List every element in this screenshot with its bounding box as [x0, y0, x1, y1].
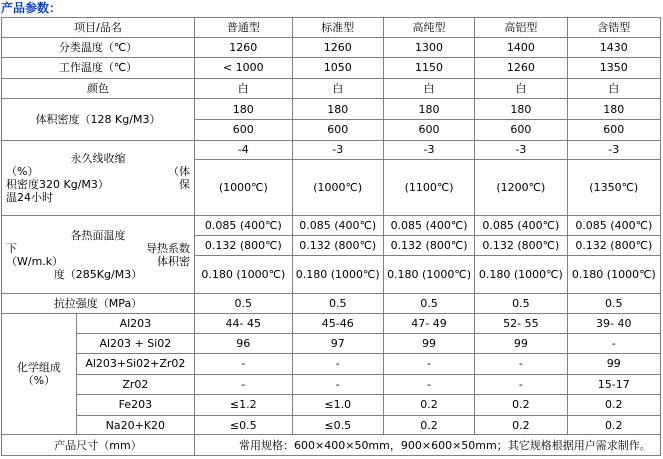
cell: 0.5 — [383, 294, 474, 314]
cell: - — [567, 334, 660, 354]
label-line — [6, 152, 190, 165]
cell: (1000℃) — [292, 160, 383, 216]
cell: 白 — [195, 78, 293, 99]
thermal-label — [2, 215, 195, 293]
row-label: 抗拉强度（MPa） — [2, 294, 195, 314]
table-row — [2, 58, 661, 79]
cell: 45-46 — [292, 313, 383, 334]
cell: 0.180 (1000℃) — [567, 256, 660, 294]
col-header: 高铝型 — [475, 18, 567, 38]
cell: 0.5 — [195, 294, 293, 314]
cell: 99 — [567, 353, 660, 374]
label-text: 度（285Kg/M3） — [53, 267, 143, 281]
table-row — [2, 374, 661, 395]
cell: - — [475, 374, 567, 395]
chem-name: Al203+Si02+Zr02 — [76, 353, 194, 374]
cell: 0.2 — [567, 395, 660, 416]
table-row — [2, 78, 661, 99]
cell: ≤1.0 — [292, 395, 383, 416]
label-line — [6, 242, 190, 255]
label-line — [6, 229, 190, 242]
cell: 1400 — [475, 37, 567, 58]
cell: 97 — [292, 334, 383, 354]
cell: 1260 — [475, 58, 567, 79]
cell: < 1000 — [195, 58, 293, 79]
cell: 96 — [195, 334, 293, 354]
label-text: 永久线收缩 — [70, 151, 126, 165]
table-row — [2, 353, 661, 374]
cell: (1200℃) — [475, 160, 567, 216]
cell: 600 — [292, 120, 383, 141]
row-label: 颜色 — [2, 78, 195, 99]
cell: 0.085 (400℃) — [195, 215, 293, 236]
header-label: 项目/品名 — [2, 18, 195, 38]
label-line — [6, 165, 190, 178]
cell: 600 — [567, 120, 660, 141]
cell: -4 — [195, 140, 293, 160]
cell: 0.132 (800℃) — [383, 236, 474, 256]
cell: -3 — [475, 140, 567, 160]
cell: -3 — [383, 140, 474, 160]
chem-label-line1: 化学组成 — [16, 361, 61, 375]
col-header: 含锆型 — [567, 18, 660, 38]
cell: 0.2 — [567, 415, 660, 435]
table-row — [2, 140, 661, 160]
label-text: 各热面温度 — [70, 228, 126, 242]
cell: 1050 — [292, 58, 383, 79]
cell: 0.180 (1000℃) — [292, 256, 383, 294]
cell: 15-17 — [567, 374, 660, 395]
table-row — [2, 313, 661, 334]
product-spec-table — [1, 17, 661, 456]
table-row — [2, 294, 661, 314]
cell: 180 — [567, 99, 660, 120]
cell: 0.132 (800℃) — [292, 236, 383, 256]
cell: 180 — [475, 99, 567, 120]
cell: 白 — [292, 78, 383, 99]
cell: ≤1.2 — [195, 395, 293, 416]
table-row — [2, 215, 661, 236]
chem-name: Al203 + Si02 — [76, 334, 194, 354]
chem-name: Al203 — [76, 313, 194, 334]
chem-label — [2, 313, 77, 435]
row-label: 工作温度（℃） — [2, 58, 195, 79]
cell: 0.180 (1000℃) — [383, 256, 474, 294]
cell: 39- 40 — [567, 313, 660, 334]
cell: 0.085 (400℃) — [383, 215, 474, 236]
size-label: 产品尺寸（mm） — [2, 435, 195, 456]
cell: 0.180 (1000℃) — [475, 256, 567, 294]
cell: 白 — [383, 78, 474, 99]
table-row — [2, 395, 661, 416]
cell: -3 — [292, 140, 383, 160]
cell: 白 — [475, 78, 567, 99]
cell: 99 — [383, 334, 474, 354]
cell: 47- 49 — [383, 313, 474, 334]
label-text: 积密度320 Kg/M3） — [6, 177, 109, 191]
table-row — [2, 435, 661, 456]
cell: 44- 45 — [195, 313, 293, 334]
cell: 1430 — [567, 37, 660, 58]
cell: -3 — [567, 140, 660, 160]
label-line — [6, 191, 190, 204]
cell: 0.085 (400℃) — [567, 215, 660, 236]
cell: 600 — [195, 120, 293, 141]
cell: 0.5 — [292, 294, 383, 314]
label-text: 导热系数 — [146, 241, 191, 255]
cell: 0.2 — [475, 415, 567, 435]
cell: 0.2 — [383, 395, 474, 416]
cell: 0.132 (800℃) — [567, 236, 660, 256]
table-row — [2, 415, 661, 435]
cell: - — [195, 374, 293, 395]
cell: 0.5 — [475, 294, 567, 314]
cell: 0.2 — [383, 415, 474, 435]
cell: 0.132 (800℃) — [475, 236, 567, 256]
section-title: 产品参数： — [1, 1, 62, 15]
cell: 1350 — [567, 58, 660, 79]
label-text: 体积密 — [157, 254, 191, 268]
chem-name: Fe203 — [76, 395, 194, 416]
col-header: 普通型 — [195, 18, 293, 38]
label-text: 温24小时 — [6, 190, 53, 204]
cell: - — [195, 353, 293, 374]
cell: 0.085 (400℃) — [475, 215, 567, 236]
cell: 1260 — [292, 37, 383, 58]
density-label: 体积密度（128 Kg/M3） — [2, 99, 195, 140]
chem-label-line2: （%） — [22, 374, 56, 388]
label-text: （W/m.k） — [6, 254, 64, 268]
cell: ≤0.5 — [292, 415, 383, 435]
cell: (1350℃) — [567, 160, 660, 216]
cell: 99 — [475, 334, 567, 354]
cell: 1150 — [383, 58, 474, 79]
cell: - — [383, 374, 474, 395]
cell: 180 — [195, 99, 293, 120]
cell: 180 — [292, 99, 383, 120]
col-header: 标准型 — [292, 18, 383, 38]
cell: 0.5 — [567, 294, 660, 314]
cell: 1300 — [383, 37, 474, 58]
table-row — [2, 334, 661, 354]
col-header: 高纯型 — [383, 18, 474, 38]
label-line — [6, 178, 190, 191]
row-label: 分类温度（℃） — [2, 37, 195, 58]
cell: - — [475, 353, 567, 374]
label-text: 保 — [179, 177, 191, 191]
label-line — [6, 255, 190, 268]
cell: 52- 55 — [475, 313, 567, 334]
header-row — [2, 18, 661, 38]
cell: - — [292, 353, 383, 374]
cell: 0.085 (400℃) — [292, 215, 383, 236]
cell: 白 — [567, 78, 660, 99]
cell: 600 — [383, 120, 474, 141]
size-note: 常用规格：600×400×50mm，900×600×50mm；其它规格根据用户需求制作。 — [195, 435, 661, 456]
cell: - — [292, 374, 383, 395]
label-line — [6, 268, 190, 281]
table-row — [2, 37, 661, 58]
cell: 0.180 (1000℃) — [195, 256, 293, 294]
cell: ≤0.5 — [195, 415, 293, 435]
label-text: （%） — [6, 164, 39, 178]
cell: 0.132 (800℃) — [195, 236, 293, 256]
cell: 180 — [383, 99, 474, 120]
cell: (1000℃) — [195, 160, 293, 216]
cell: 0.2 — [475, 395, 567, 416]
cell: - — [383, 353, 474, 374]
label-text: 下 — [6, 241, 17, 255]
label-text: （体 — [168, 164, 191, 178]
table-row — [2, 99, 661, 120]
cell: (1100℃) — [383, 160, 474, 216]
chem-name: Na20+K20 — [76, 415, 194, 435]
cell: 600 — [475, 120, 567, 141]
cell: 1260 — [195, 37, 293, 58]
chem-name: Zr02 — [76, 374, 194, 395]
shrink-label — [2, 140, 195, 215]
